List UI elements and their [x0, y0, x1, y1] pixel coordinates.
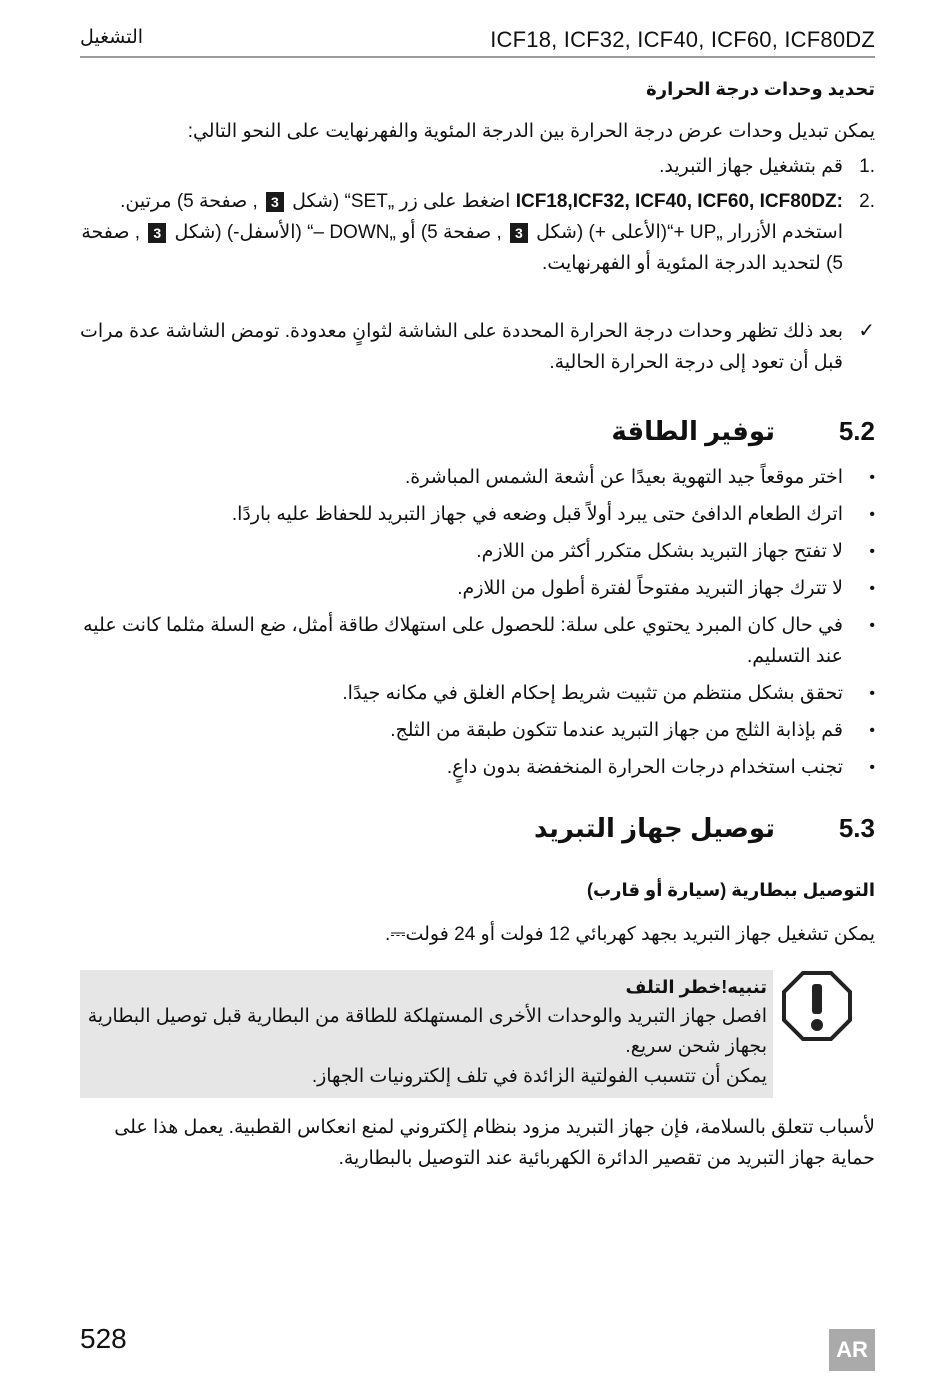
figure-ref-badge: 3 [266, 192, 284, 212]
battery-heading: التوصيل ببطارية (سيارة أو قارب) [587, 880, 875, 900]
list-item: • قم بإذابة الثلج من جهاز التبريد عندما تتكون طبقة من الثلج. [390, 720, 875, 741]
warning-text: يمكن أن تتسبب الفولتية الزائدة في تلف إلكترونيات الجهاز. [311, 1066, 767, 1087]
list-item: • اترك الطعام الدافئ حتى يبرد أولاً قبل وضعه في جهاز التبريد للحفاظ عليه باردًا. [231, 504, 875, 525]
step-text: قم بتشغيل جهاز التبريد. [659, 156, 843, 177]
result-text: بعد ذلك تظهر وحدات درجة الحرارة المحددة على الشاشة لثوانٍ معدودة. تومض الشاشة عدة مرات قبل أن تعود إلى درجة الحرارة الحالية. [80, 321, 843, 373]
warning-box [80, 970, 773, 1098]
list-item: • تجنب استخدام درجات الحرارة المنخفضة بدون داعٍ. [446, 757, 875, 778]
step-text: استخدم الأزرار „UP +“(الأعلى +) (شكل [530, 222, 843, 243]
energy-saving-list [75, 462, 875, 789]
result-item [75, 316, 875, 378]
step-number: 2. [859, 191, 875, 212]
exclamation-octagon-icon [781, 970, 853, 1042]
section-number: 5.3 [838, 813, 875, 843]
result-note [75, 316, 875, 378]
language-badge: AR [829, 1329, 875, 1371]
model-list: ICF18, ICF32, ICF40, ICF60, ICF80DZ [490, 27, 875, 52]
section-heading [75, 813, 875, 853]
temp-units-steps [75, 151, 875, 283]
temp-units-heading: تحديد وحدات درجة الحرارة [646, 79, 875, 99]
polarity-paragraph: لأسباب تتعلق بالسلامة، فإن جهاز التبريد مزود بنظام إلكتروني لمنع انعكاس القطبية. يعمل هذا على حماية جهاز التبريد من تقصير الدائرة الكهربائية عند التوصيل بالبطارية. [114, 1117, 875, 1169]
chapter-title: التشغيل [80, 27, 144, 48]
section-title: توفير الطاقة [611, 416, 775, 446]
list-item [75, 186, 875, 279]
section-number: 5.2 [838, 416, 875, 446]
header-divider [80, 56, 875, 58]
step-number: 1. [859, 156, 875, 177]
page-number: 528 [80, 1323, 127, 1354]
section-title: توصيل جهاز التبريد [534, 813, 775, 843]
list-item: • لا تفتح جهاز التبريد بشكل متكرر أكثر من اللازم. [476, 541, 875, 562]
model-list-inline: ICF18,ICF32, ICF40, ICF60, ICF80DZ: [515, 191, 843, 212]
step-text: , صفحة 5) مرتين. [120, 191, 264, 212]
step-text: , صفحة 5) أو „DOWN –“ (الأسفل-) (شكل [169, 222, 508, 243]
section-heading [75, 416, 875, 456]
figure-ref-badge: 3 [148, 223, 166, 243]
step-text: , صفحة 5) لتحديد الدرجة المئوية أو الفهرنهايت. [81, 222, 843, 274]
temp-units-intro: يمكن تبديل وحدات عرض درجة الحرارة بين الدرجة المئوية والفهرنهايت على النحو التالي: [187, 121, 875, 142]
list-item: • لا تترك جهاز التبريد مفتوحاً لفترة أطول من اللازم. [457, 578, 875, 599]
warning-title: تنبيه!خطر التلف [625, 977, 767, 997]
voltage-paragraph: يمكن تشغيل جهاز التبريد بجهد كهربائي 12 فولت أو 24 فولت⎓. [385, 924, 875, 945]
list-item: • تحقق بشكل منتظم من تثبيت شريط إحكام الغلق في مكانه جيدًا. [342, 683, 875, 704]
list-item: • في حال كان المبرد يحتوي على سلة: للحصول على استهلاك طاقة أمثل، ضع السلة مثلما كانت عليه عند التسليم. [83, 615, 875, 667]
list-item [75, 151, 875, 182]
step-text: اضغط على زر „SET“ (شكل [286, 191, 516, 212]
warning-text: افصل جهاز التبريد والوحدات الأخرى المستهلكة للطاقة من البطارية قبل توصيل البطارية بجهاز شحن سريع. [87, 1006, 767, 1057]
list-item: • اختر موقعاً جيد التهوية بعيدًا عن أشعة الشمس المباشرة. [404, 467, 875, 488]
checkmark-icon: ✓ [858, 320, 875, 342]
figure-ref-badge: 3 [510, 223, 528, 243]
